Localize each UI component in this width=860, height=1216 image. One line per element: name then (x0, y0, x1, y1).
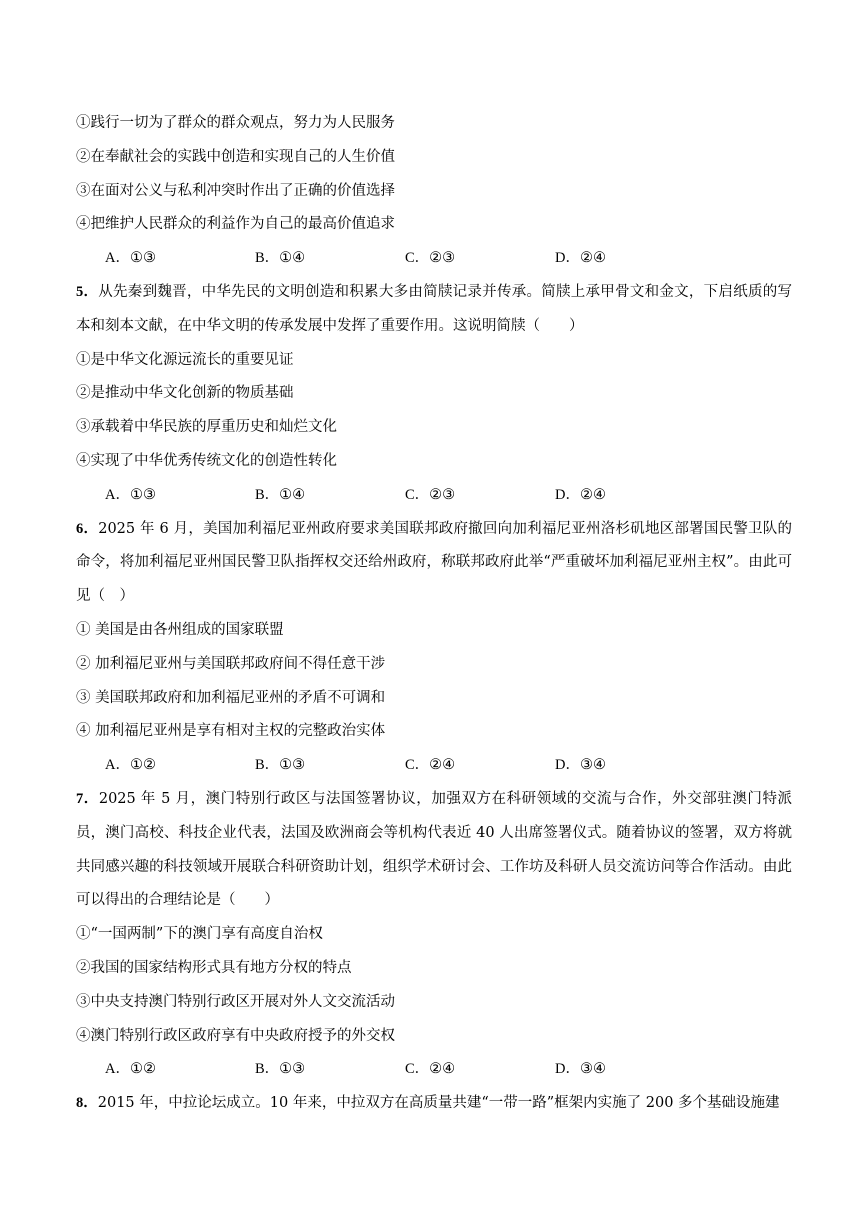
q6-statement-3: ③ 美国联邦政府和加利福尼亚州的矛盾不可调和 (76, 689, 386, 706)
q6-statement-2: ② 加利福尼亚州与美国联邦政府间不得任意干涉 (76, 655, 386, 672)
q7-stem (76, 783, 792, 918)
q5-option-c: C．②③ (405, 486, 456, 503)
q6-number: 6． (76, 520, 99, 537)
q5-stem (76, 276, 792, 344)
q6-options (76, 749, 792, 783)
q8-stem (76, 1087, 792, 1121)
q6-statement-1: ① 美国是由各州组成的国家联盟 (76, 621, 284, 638)
q7-statement-1: ①“一国两制”下的澳门享有高度自治权 (76, 926, 323, 943)
q7-stem-text: 2025 年 5 月，澳门特别行政区与法国签署协议，加强双方在科研领域的交流与合作，外交部驻澳门特派员，澳门高校、科技企业代表，法国及欧洲商会等机构代表近 40 人出席签署仪式。随着协议的签署，双方将就共同感兴趣的科技领域开展联合科研资助计划，组织学术研讨会、工作坊及科研人员交流访问等合作活动。由此可以得出的合理结论是（ ） (76, 790, 793, 909)
q4-option-b: B．①④ (255, 250, 306, 267)
q6-statement-4: ④ 加利福尼亚州是享有相对主权的完整政治实体 (76, 723, 386, 740)
q5-options (76, 479, 792, 513)
question-7 (76, 783, 792, 1087)
q7-option-b: B．①③ (255, 1061, 306, 1078)
q7-number: 7． (76, 790, 99, 807)
q6-stem-text: 2025 年 6 月，美国加利福尼亚州政府要求美国联邦政府撤回向加利福尼亚州洛杉矶地区部署国民警卫队的命令，将加利福尼亚州国民警卫队指挥权交还给州政府，称联邦政府此举“严重破坏加利福尼亚州主权”。由此可见（ ） (76, 520, 793, 605)
q5-number: 5． (76, 283, 99, 300)
q4-statement-2: ②在奉献社会的实践中创造和实现自己的人生价值 (76, 148, 395, 165)
q8-number: 8． (76, 1095, 98, 1112)
q6-option-d: D．③④ (555, 757, 606, 774)
q5-option-b: B．①④ (255, 486, 306, 503)
q4-statement-4: ④把维护人民群众的利益作为自己的最高价值追求 (76, 216, 395, 233)
q7-option-d: D．③④ (555, 1061, 606, 1078)
q5-statement-1: ①是中华文化源远流长的重要见证 (76, 351, 294, 368)
question-8 (76, 1087, 792, 1121)
q4-options (76, 242, 792, 276)
q5-statement-3: ③承载着中华民族的厚重历史和灿烂文化 (76, 419, 337, 436)
q7-option-c: C．②④ (405, 1061, 456, 1078)
q6-option-a: A．①② (105, 757, 156, 774)
q7-statement-3: ③中央支持澳门特别行政区开展对外人文交流活动 (76, 993, 395, 1010)
q5-option-d: D．②④ (555, 486, 606, 503)
q5-statement-2: ②是推动中华文化创新的物质基础 (76, 385, 294, 402)
q5-option-a: A．①③ (105, 486, 156, 503)
question-6 (76, 513, 792, 783)
q4-statement-1: ①践行一切为了群众的群众观点，努力为人民服务 (76, 115, 395, 131)
q7-statement-2: ②我国的国家结构形式具有地方分权的特点 (76, 959, 352, 976)
q6-option-c: C．②④ (405, 757, 456, 774)
q8-stem-text: 2015 年，中拉论坛成立。10 年来，中拉双方在高质量共建“一带一路”框架内实施了 200 多个基础设施建 (97, 1095, 780, 1112)
q4-option-a: A．①③ (105, 250, 156, 267)
q4-statement-3: ③在面对公义与私利冲突时作出了正确的价值选择 (76, 182, 395, 199)
q7-options (76, 1053, 792, 1087)
q5-statement-4: ④实现了中华优秀传统文化的创造性转化 (76, 452, 337, 469)
q7-statement-4: ④澳门特别行政区政府享有中央政府授予的外交权 (76, 1027, 395, 1044)
exam-page (76, 107, 792, 1121)
question-4 (76, 107, 792, 276)
question-5 (76, 276, 792, 513)
q4-option-d: D．②④ (555, 250, 606, 267)
q5-stem-text: 从先秦到魏晋，中华先民的文明创造和积累大多由简牍记录并传承。简牍上承甲骨文和金文，下启纸质的写本和刻本文献，在中华文明的传承发展中发挥了重要作用。这说明简牍（ ） (76, 283, 792, 334)
q6-option-b: B．①③ (255, 757, 306, 774)
q6-stem (76, 513, 792, 614)
q4-option-c: C．②③ (405, 250, 456, 267)
q7-option-a: A．①② (105, 1061, 156, 1078)
